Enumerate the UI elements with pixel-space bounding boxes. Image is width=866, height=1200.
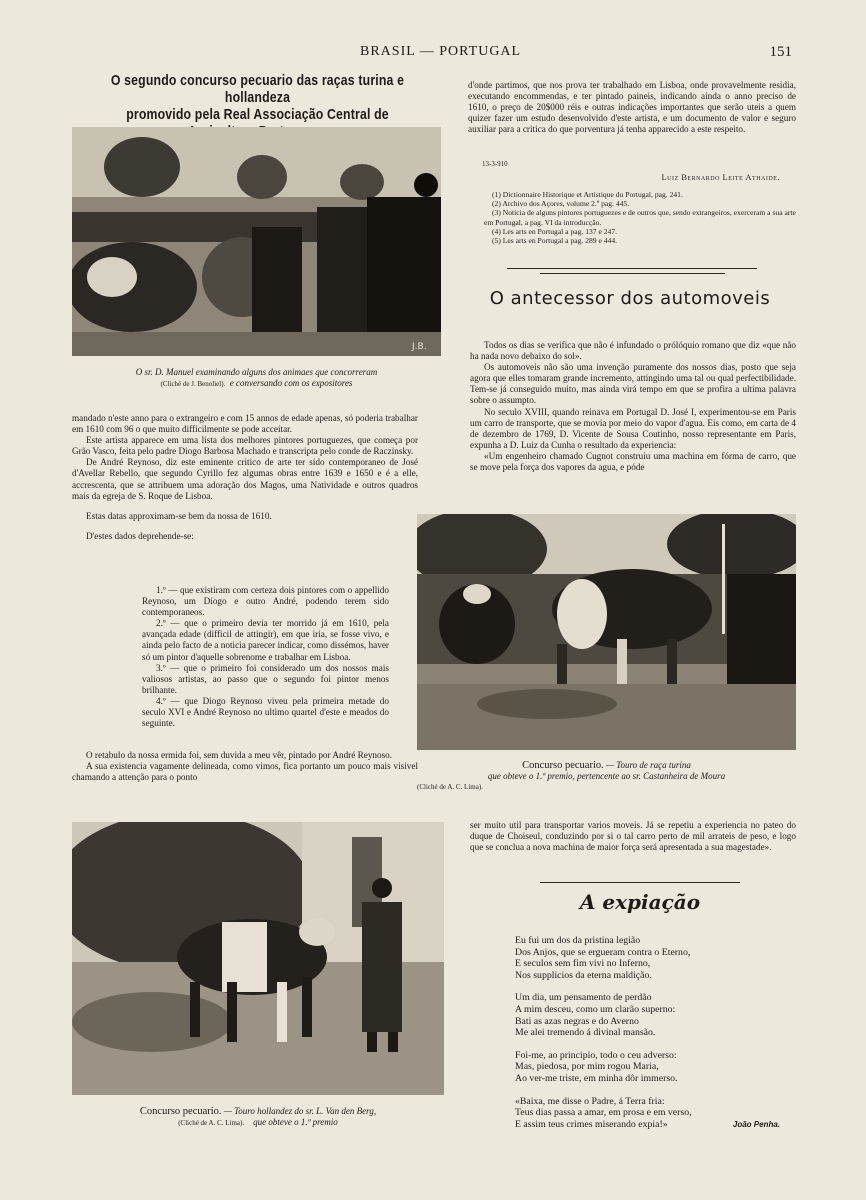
col1-paragraph: Este artista apparece em uma lista dos melhores pintores portuguezes, que começa por Grão Vasco, feita pelo padre Diogo Barbosa Machado e transcripta pelo conde de Raczinsky.	[72, 435, 418, 457]
photo3-caption-line2: que obteve o 1.º premio	[253, 1117, 338, 1127]
article2-paragraph: ser muito util para transportar varios moveis. Já se repetiu a experiencia no pateo do duque de Choiseul, conduzindo por si o tal carro perto de mil arrateis de peso, e logo que se conclua a nova machina de maior força será apresentada a sua magestade».	[470, 820, 796, 853]
photo1-plate-mark: J.B.	[412, 342, 427, 352]
col1-paragraph: mandado n'este anno para o extrangeiro e com 15 annos de edade apenas, só poderia trabalhar em 1610 com 96 o que muito difficilmente se pode acceitar.	[72, 413, 418, 435]
poem-line: Um dia, um pensamento de perdão	[515, 992, 652, 1004]
poem-stanza	[515, 935, 795, 981]
col1-paragraph: O retabulo da nossa ermida foi, sem duvida a meu vêr, pintado por André Reynoso.	[86, 750, 393, 760]
photo3-caption	[72, 1106, 444, 1129]
footnote: (1) Dictionnaire Historique et Artistique du Portugal, pag. 241.	[492, 190, 683, 199]
photo1-caption-line1: O sr. D. Manuel examinando alguns dos animaes que concorreram	[135, 367, 378, 377]
poem-line: E seculos sem fim vivi no Inferno,	[515, 958, 651, 970]
poem-line: Nos supplicios da eterna maldição.	[515, 969, 652, 981]
col1-paragraph: Estas datas approximam-se bem da nossa de 1610.	[86, 510, 272, 521]
poem-line: Dos Anjos, que se ergueram contra o Eterno,	[515, 946, 691, 958]
conclusions-list	[142, 585, 389, 729]
divider	[540, 273, 725, 274]
photo1-caption-line2: e conversando com os expositores	[229, 378, 353, 388]
photo-king-examining-animals	[72, 127, 441, 356]
column1-text	[72, 413, 418, 542]
article-author: Luiz Bernardo Leite Athaide.	[661, 172, 780, 182]
poem-line: Eu fui um dos da pristina legião	[515, 935, 641, 946]
list-item: 4.º — que Diogo Reynoso viveu pela primeira metade do seculo XVI e André Reynoso no ultimo quartel d'este e meados do seguinte.	[142, 695, 389, 729]
photo1-caption-row2	[72, 378, 441, 390]
magazine-title: BRASIL — PORTUGAL	[360, 44, 522, 59]
divider	[507, 268, 757, 269]
photo2-caption	[417, 760, 796, 793]
divider	[540, 882, 740, 883]
photo2-caption-label: Concurso pecuario.	[522, 760, 604, 771]
poem-line: Me alei tremendo á divinal mansão.	[515, 1027, 656, 1039]
list-item: 3.º — que o primeiro foi considerado um dos nossos mais valiosos artistas, ao passo que o segundo foi pintor menos brilhante.	[142, 662, 389, 695]
poem-line: Foi-me, ao principio, todo o ceu adverso:	[515, 1049, 677, 1061]
column2-continuation	[468, 80, 796, 135]
footnote: (4) Les arts en Portugal a pag. 137 e 247.	[492, 226, 618, 236]
photo2-caption-row1	[417, 760, 796, 771]
article2-paragraph: Os automoveis não são uma invenção puramente dos nossos dias, posto que seja agora que elles tomaram grande incremento, attingindo uma tal ou qual perfectibilidade. Tem-se já conseguido muito, mas ainda virá tempo em que se profira a ultima palavra sobre o assumpto.	[470, 362, 796, 406]
poem-author: João Penha.	[732, 1120, 780, 1129]
photo-hollandez-bull-image	[72, 822, 444, 1095]
article2-paragraph: No seculo XVIII, quando reinava em Portugal D. José I, experimentou-se em Paris um carro de transporte, que se movia por meio do vapor d'agua. Eis como, em carta de 4 de dezembro de 1769, D. Vicente de Sousa Coutinho, nosso representante em Paris, expunha a D. Luiz da Cunha o resultado da experiencia:	[470, 406, 796, 450]
photo1-credit: (Cliché de J. Benoliel).	[160, 380, 226, 388]
headline-line-2: promovido pela Real Associação Central de	[126, 106, 389, 123]
photo3-caption-line1: — Touro hollandez do sr. L. Van den Berg,	[221, 1106, 377, 1116]
photo-turina-bull	[417, 514, 796, 750]
footnote: (5) Les arts en Portugal a pag. 289 e 444.	[492, 236, 618, 246]
footnote: (3) Noticia de alguns pintores portuguezes e de outros que, sendo extrangeiros, exerceram a sua arte em Portugal, a pag. VI da introducção.	[484, 208, 796, 227]
headline-line-1: O segundo concurso pecuario das raças turina e hollandeza	[110, 72, 405, 106]
poem-stanza	[515, 992, 795, 1038]
column1-text-end	[72, 750, 418, 783]
poem-line: Mas, piedosa, por mim rogou Maria,	[515, 1061, 659, 1073]
automobile-article-title: O antecessor dos automoveis	[489, 288, 771, 309]
poem-line: Teus dias passa a amar, em prosa e em verso,	[515, 1107, 692, 1119]
article2-paragraph: «Um engenheiro chamado Cugnot construiu uma machina em fórma de carro, que se move pela força dos vapores da agua, e póde	[470, 450, 796, 473]
photo3-credit: (Cliché de A. C. Lima).	[178, 1119, 245, 1127]
footnote: (2) Archivo dos Açores, volume 2.º pag. 445.	[492, 199, 630, 209]
article2-paragraph: Todos os dias se verifica que não é infundado o prólóquio romano que diz «que não ha nada novo debaixo do sol».	[470, 340, 796, 362]
col1-paragraph: D'estes dados deprehende-se:	[86, 530, 194, 541]
photo-king-examining-animals-image	[72, 127, 441, 356]
col2-paragraph: d'onde partimos, que nos prova ter trabalhado em Lisboa, onde provavelmente residia, executando encommendas, e ter pintado paineis, indicando ainda o anno preciso de 1610, o preço de 20$000 réis e outras indicações importantes que serão uteis a quem quizer fazer um estudo desenvolvido d'este artista, e um documento de valor e seguro auxiliar para a critica do que porventura já tenha apparecido a este respeito.	[468, 80, 796, 135]
photo2-credit: (Cliché de A. C. Lima).	[417, 783, 483, 791]
photo2-caption-line2: que obteve o 1.º premio, pertencente ao sr. Castanheira de Moura	[487, 771, 726, 781]
col1-paragraph: A sua existencia vagamente delineada, como vimos, fica portanto um pouco mais visivel chamando a attenção para o ponto	[72, 761, 418, 783]
photo-turina-bull-image	[417, 514, 796, 750]
article-date: 13-3-910	[482, 160, 508, 168]
poem-line: E assim teus crimes miserando expia!»	[515, 1118, 668, 1130]
footnotes	[484, 190, 796, 245]
poem-line: A mim desceu, como um clarão superno:	[515, 1003, 676, 1015]
automobile-article-text	[470, 340, 796, 473]
photo3-caption-label: Concurso pecuario.	[139, 1106, 222, 1117]
list-item: 1.º — que existiram com certeza dois pintores com o appellido Reynoso, um Diogo e outro André, podendo terem sido contemporaneos.	[142, 585, 389, 618]
poem-line: Ao ver-me triste, em minha dôr immerso.	[515, 1072, 678, 1084]
photo-hollandez-bull	[72, 822, 444, 1095]
running-header	[0, 44, 866, 64]
poem-stanza	[515, 1050, 795, 1085]
col1-paragraph: De André Reynoso, diz este eminente critico de arte ter sido contemporaneo de José d'Avellar Rebello, que segundo Cyrillo fez algumas obras entre 1639 e 1650 e é a elle, accrescenta, que se attribuem uma adoração dos Magos, uma Natividade e outros quadros mais da egreja de S. Roque de Lisboa.	[72, 457, 418, 501]
page-number: 151	[769, 44, 792, 60]
photo1-caption	[72, 367, 441, 390]
list-item: 2.º — que o primeiro devia ter morrido já em 1610, pela avançada edade (difficil de attingir), em que iria, se fosse vivo, e ainda pelo facto de a noticia parecer indicar, como dissémos, haver só um pintor d'aquelle sobrenome e trabalhar em Lisboa.	[142, 618, 389, 662]
photo2-caption-line1: — Touro de raça turina	[603, 760, 691, 770]
photo3-caption-row2	[72, 1117, 444, 1129]
poem-title: A expiação	[579, 890, 701, 914]
poem-line: «Baixa, me disse o Padre, á Terra fria:	[515, 1095, 665, 1107]
automobile-article-end	[470, 820, 796, 853]
poem-body	[515, 935, 795, 1130]
poem-line: Bati as azas negras e do Averno	[515, 1015, 639, 1027]
photo3-caption-row1	[72, 1106, 444, 1117]
